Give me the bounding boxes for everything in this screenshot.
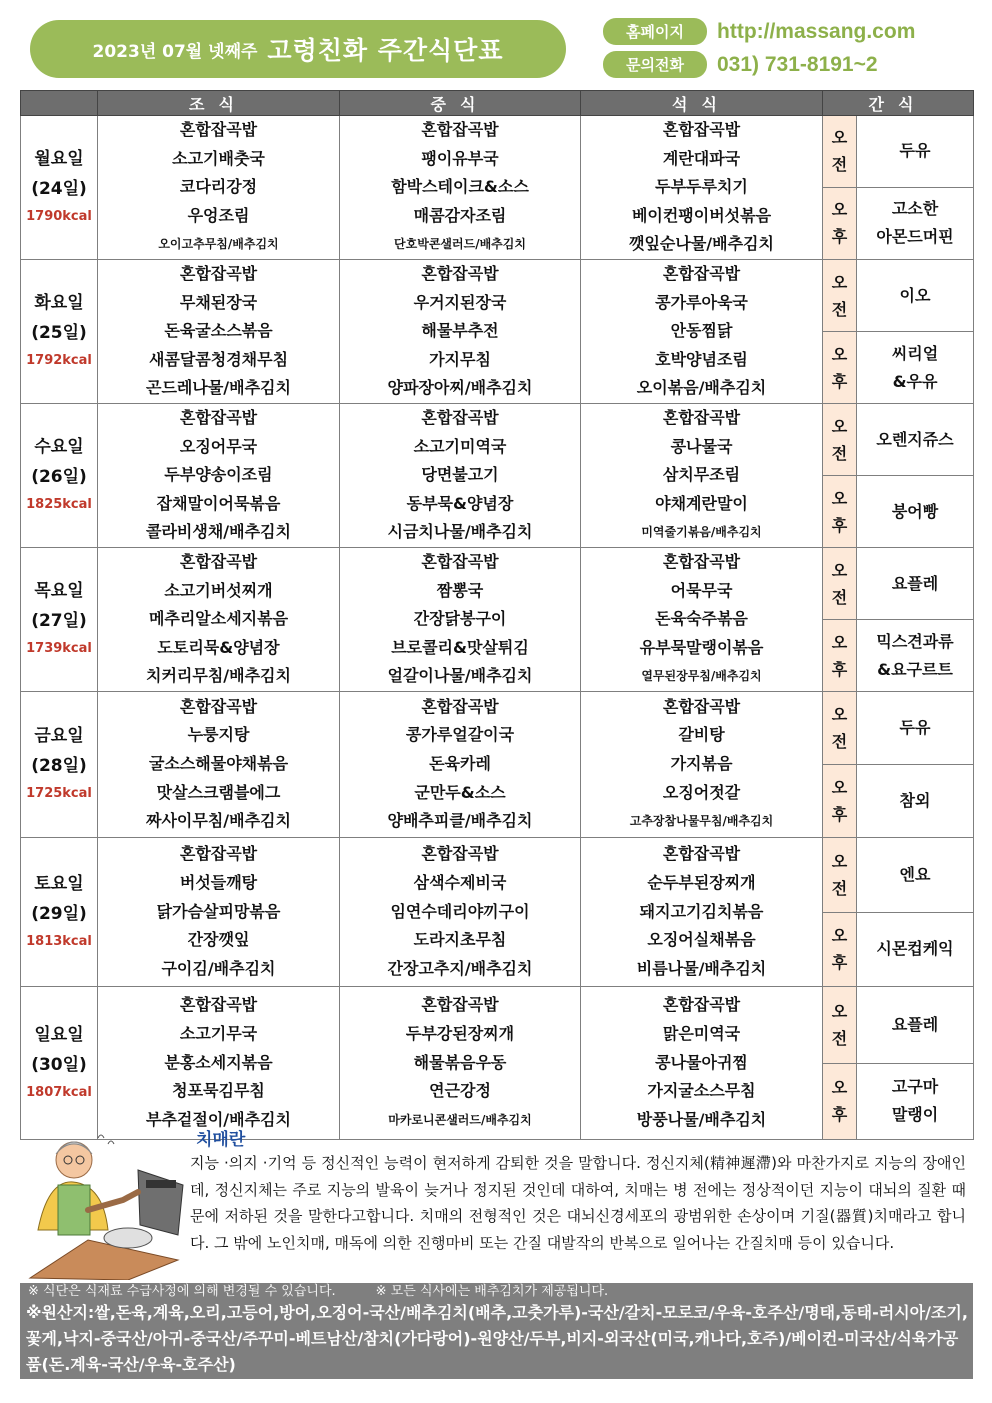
snack-pm xyxy=(857,332,974,403)
slot-am: 오 전 xyxy=(823,837,857,912)
menu-item: 혼합잡곡밥 xyxy=(421,696,499,716)
menu-item: 양배추피클/배추김치 xyxy=(387,811,533,831)
day-row xyxy=(21,116,974,188)
menu-item: 혼합잡곡밥 xyxy=(179,120,258,139)
menu-item: 간장고추지/배추김치 xyxy=(387,958,533,978)
menu-item: 혼합잡곡밥 xyxy=(421,551,499,571)
menu-item: 연근강정 xyxy=(429,1081,491,1101)
menu-item: 돈육굴소스볶음 xyxy=(164,321,273,341)
menu-item: 누룽지탕 xyxy=(187,725,250,745)
day-name: 토요일 xyxy=(34,873,84,894)
slot-pm: 오 후 xyxy=(823,620,857,691)
day-date: (25일) xyxy=(31,323,87,344)
breakfast-cell xyxy=(98,116,340,260)
lunch-cell xyxy=(340,837,581,986)
menu-item: 가지무침 xyxy=(429,349,491,369)
menu-item: 오이고추무침/배추김치 xyxy=(158,237,279,252)
menu-item: 오이볶음/배추김치 xyxy=(636,378,767,398)
menu-item: 도토리묵&양념장 xyxy=(157,637,280,657)
menu-item: 가지볶음 xyxy=(670,754,733,774)
menu-item: 곤드레나물/배추김치 xyxy=(146,378,291,398)
snack-pm-line: 씨리얼 xyxy=(891,343,939,363)
day-name: 일요일 xyxy=(34,1024,84,1045)
day-cell xyxy=(21,259,98,403)
day-cell xyxy=(21,403,98,547)
day-row xyxy=(21,403,974,475)
menu-item: 혼합잡곡밥 xyxy=(662,696,741,716)
menu-item: 돈육카레 xyxy=(429,754,491,774)
slot-pm: 오 후 xyxy=(823,476,857,547)
menu-item: 고추장참나물무침/배추김치 xyxy=(629,814,774,829)
snack-am: 요플레 xyxy=(857,986,974,1063)
day-date: (29일) xyxy=(31,903,87,924)
menu-item: 오징어무국 xyxy=(179,436,258,456)
slot-pm: 오 후 xyxy=(823,1063,857,1139)
menu-item: 구이김/배추김치 xyxy=(161,958,276,978)
snack-pm xyxy=(857,187,974,259)
menu-item: 혼합잡곡밥 xyxy=(179,696,258,716)
menu-item: 우거지된장국 xyxy=(413,292,507,312)
dinner-cell xyxy=(581,116,823,260)
snack-am: 두유 xyxy=(857,691,974,764)
slot-pm: 오 후 xyxy=(823,912,857,986)
menu-item: 콩나물국 xyxy=(670,436,733,456)
menu-item: 마카로니콘샐러드/배추김치 xyxy=(388,1112,532,1127)
day-cell xyxy=(21,986,98,1139)
lunch-cell xyxy=(340,116,581,260)
menu-item: 오징어실채볶음 xyxy=(647,930,756,950)
menu-item: 해물볶음우동 xyxy=(413,1052,507,1072)
menu-item: 맛살스크램블에그 xyxy=(156,782,281,802)
footer-origin-info: ※원산지:쌀,돈육,계육,오리,고등어,방어,오징어-국산/배추김치(배추,고춧가루)-국산/갈치-모로코/우육-호주산/명태,동태-러시아/조기,꽃게,낙지-중국산/아귀-중국산/주꾸미-베트남산/참치(가다랑어)-원양산/두부,비지-외국산(미국,캐나다,호주)/베이컨-미국산/식육가공품(돈.계육-국산/우육-호주산) xyxy=(26,1303,968,1374)
snack-pm-line: 고소한 xyxy=(891,199,939,219)
day-date: (26일) xyxy=(31,467,87,488)
menu-item: 혼합잡곡밥 xyxy=(421,263,499,283)
dinner-cell xyxy=(581,547,823,691)
header-day-column xyxy=(21,91,98,116)
slot-am: 오 전 xyxy=(823,691,857,764)
footer-notice-change: ※ 식단은 식재료 수급사정에 의해 변경될 수 있습니다. xyxy=(28,1284,336,1299)
day-name: 화요일 xyxy=(34,293,84,314)
menu-title: 고령친화 주간식단표 xyxy=(267,36,504,65)
menu-item: 메추리알소세지볶음 xyxy=(148,609,289,629)
menu-item: 삼치무조림 xyxy=(662,465,741,485)
menu-item: 시금치나물/배추김치 xyxy=(387,522,533,542)
slot-am: 오 전 xyxy=(823,116,857,188)
menu-item: 동부묵&양념장 xyxy=(406,493,514,513)
snack-pm-line: 믹스견과류 xyxy=(876,631,954,651)
menu-item: 군만두&소스 xyxy=(414,782,506,802)
snack-pm-line: 아몬드머핀 xyxy=(876,227,954,247)
day-row xyxy=(21,259,974,331)
menu-item: 혼합잡곡밥 xyxy=(662,551,741,571)
lunch-cell xyxy=(340,259,581,403)
menu-item: 얼갈이나물/배추김치 xyxy=(387,666,533,686)
menu-item: 콜라비생채/배추김치 xyxy=(146,522,291,542)
menu-item: 베이컨팽이버섯볶음 xyxy=(631,205,772,225)
breakfast-cell xyxy=(98,837,340,986)
menu-item: 브로콜리&맛살튀김 xyxy=(391,637,529,657)
menu-item: 깻잎순나물/배추김치 xyxy=(629,234,774,254)
weekly-menu-table xyxy=(20,90,974,1140)
menu-item: 양파장아찌/배추김치 xyxy=(387,378,533,398)
snack-pm-line: &요구르트 xyxy=(877,659,953,679)
day-kcal: 1790kcal xyxy=(26,209,92,225)
menu-item: 혼합잡곡밥 xyxy=(421,120,499,139)
menu-item: 호박양념조림 xyxy=(655,349,748,369)
notes-body: 지능 ·의지 ·기억 등 정신적인 능력이 현저하게 감퇴한 것을 말합니다. 정신지체(精神遲滯)와 마찬가지로 지능의 장애인데, 정신지체는 주로 지능의 발육이 늦거나 정지된 것인데 대하여, 치매는 병 전에는 정상적이던 지능이 대뇌의 질환 때문에 저하된 것을 말한다고합니다. 치매의 전형적인 것은 대뇌신경세포의 광범위한 손상이며 기질(器質)치매라고 합니다. 그 밖에 노인치매, 매독에 의한 진행마비 또는 간질 대발작의 반복으로 일어나는 간질치매 등이 있습니다. xyxy=(190,1154,966,1252)
footer-notice-kimchi: ※ 모든 식사에는 배추김치가 제공됩니다. xyxy=(375,1284,609,1299)
homepage-row xyxy=(603,18,915,45)
header-breakfast: 조식 xyxy=(98,91,340,116)
menu-item: 함박스테이크&소스 xyxy=(391,177,529,197)
snack-am: 요플레 xyxy=(857,547,974,619)
slot-am: 오 전 xyxy=(823,403,857,475)
phone-label: 문의전화 xyxy=(603,51,707,78)
menu-item: 임연수데리야끼구이 xyxy=(390,901,530,921)
menu-item: 혼합잡곡밥 xyxy=(421,407,499,427)
slot-am: 오 전 xyxy=(823,547,857,619)
snack-pm-line: 붕어빵 xyxy=(891,501,939,521)
menu-item: 혼합잡곡밥 xyxy=(179,407,258,427)
menu-item: 무채된장국 xyxy=(179,292,258,312)
dinner-cell xyxy=(581,837,823,986)
day-kcal: 1725kcal xyxy=(26,786,92,802)
lunch-cell xyxy=(340,691,581,837)
menu-item: 열무된장무침/배추김치 xyxy=(641,669,762,684)
menu-item: 코다리강정 xyxy=(179,177,258,197)
menu-item: 혼합잡곡밥 xyxy=(421,995,499,1015)
snack-am: 두유 xyxy=(857,116,974,188)
menu-item: 치커리무침/배추김치 xyxy=(146,666,291,686)
notes-title: 치매란 xyxy=(196,1130,246,1150)
snack-pm xyxy=(857,620,974,691)
menu-item: 혼합잡곡밥 xyxy=(662,120,741,139)
homepage-link[interactable]: http://massang.com xyxy=(717,19,916,43)
menu-item: 분홍소세지볶음 xyxy=(164,1052,273,1072)
menu-item: 안동찜닭 xyxy=(670,321,733,341)
snack-pm-line: 참외 xyxy=(899,790,931,810)
phone-number: 031) 731-8191~2 xyxy=(717,52,878,76)
header-lunch: 중식 xyxy=(340,91,581,116)
day-kcal: 1825kcal xyxy=(26,497,92,513)
menu-item: 두부양송이조림 xyxy=(164,465,273,485)
menu-item: 돈육숙주볶음 xyxy=(655,609,748,629)
snack-pm-line: 고구마 xyxy=(891,1077,939,1097)
snack-pm xyxy=(857,1063,974,1139)
slot-am: 오 전 xyxy=(823,986,857,1063)
day-name: 월요일 xyxy=(34,149,84,170)
menu-item: 부추겉절이/배추김치 xyxy=(146,1109,291,1129)
menu-item: 닭가슴살피망볶음 xyxy=(156,901,281,921)
day-row xyxy=(21,837,974,912)
header-dinner: 석식 xyxy=(581,91,823,116)
slot-pm: 오 후 xyxy=(823,332,857,403)
slot-pm: 오 후 xyxy=(823,764,857,837)
menu-item: 혼합잡곡밥 xyxy=(179,551,258,571)
day-cell xyxy=(21,547,98,691)
menu-item: 우엉조림 xyxy=(187,205,250,225)
menu-item: 혼합잡곡밥 xyxy=(662,263,741,283)
day-kcal: 1807kcal xyxy=(26,1084,92,1100)
footer-box xyxy=(20,1283,973,1379)
slot-pm: 오 후 xyxy=(823,187,857,259)
menu-item: 간장닭봉구이 xyxy=(413,609,507,629)
slot-am: 오 전 xyxy=(823,259,857,331)
menu-item: 혼합잡곡밥 xyxy=(662,844,741,864)
day-cell xyxy=(21,116,98,260)
menu-item: 혼합잡곡밥 xyxy=(421,844,499,864)
snack-am: 엔요 xyxy=(857,837,974,912)
menu-period: 2023년 07월 넷째주 xyxy=(92,41,258,62)
footer-notices xyxy=(20,1283,973,1300)
lunch-cell xyxy=(340,986,581,1139)
snack-pm-line: &우유 xyxy=(892,371,938,391)
menu-item: 혼합잡곡밥 xyxy=(179,844,258,864)
table-header-row xyxy=(21,91,974,116)
menu-item: 소고기미역국 xyxy=(413,436,507,456)
breakfast-cell xyxy=(98,547,340,691)
menu-item: 당면불고기 xyxy=(421,465,499,485)
breakfast-cell xyxy=(98,259,340,403)
menu-item: 단호박콘샐러드/배추김치 xyxy=(394,237,526,252)
menu-item: 혼합잡곡밥 xyxy=(179,263,258,283)
menu-item: 돼지고기김치볶음 xyxy=(639,901,764,921)
menu-item: 버섯들깨탕 xyxy=(179,872,258,892)
menu-item: 계란대파국 xyxy=(662,148,741,168)
day-kcal: 1813kcal xyxy=(26,933,92,949)
day-row xyxy=(21,986,974,1063)
snack-am: 이오 xyxy=(857,259,974,331)
snack-pm xyxy=(857,912,974,986)
snack-pm-line: 시몬컵케익 xyxy=(876,939,954,959)
dinner-cell xyxy=(581,259,823,403)
menu-title-banner xyxy=(30,20,566,78)
day-date: (30일) xyxy=(31,1054,87,1075)
day-date: (28일) xyxy=(31,756,87,777)
menu-item: 순두부된장찌개 xyxy=(647,872,756,892)
menu-item: 유부묵말랭이볶음 xyxy=(639,637,764,657)
day-row xyxy=(21,691,974,764)
menu-item: 비름나물/배추김치 xyxy=(636,958,767,978)
snack-pm xyxy=(857,764,974,837)
menu-item: 콩가루아욱국 xyxy=(655,292,748,312)
header-snack: 간식 xyxy=(823,91,974,116)
day-row xyxy=(21,547,974,619)
dinner-cell xyxy=(581,986,823,1139)
menu-item: 혼합잡곡밥 xyxy=(662,407,741,427)
dinner-cell xyxy=(581,403,823,547)
menu-item: 가지굴소스무침 xyxy=(647,1081,756,1101)
menu-item: 갈비탕 xyxy=(678,725,725,745)
menu-item: 짜사이무침/배추김치 xyxy=(146,811,291,831)
menu-item: 짬뽕국 xyxy=(436,580,484,600)
menu-item: 간장깻잎 xyxy=(187,930,250,950)
day-date: (27일) xyxy=(31,611,87,632)
menu-item: 혼합잡곡밥 xyxy=(179,995,258,1015)
breakfast-cell xyxy=(98,986,340,1139)
day-cell xyxy=(21,837,98,986)
menu-item: 매콤감자조림 xyxy=(413,205,507,225)
snack-am: 오렌지쥬스 xyxy=(857,403,974,475)
menu-item: 굴소스해물야채볶음 xyxy=(148,754,289,774)
menu-item: 해물부추전 xyxy=(421,321,499,341)
menu-item: 혼합잡곡밥 xyxy=(662,995,741,1015)
menu-item: 잡채말이어묵볶음 xyxy=(156,493,281,513)
menu-item: 콩나물아귀찜 xyxy=(655,1052,748,1072)
elderly-woman-cooking-illustration xyxy=(28,1130,188,1280)
menu-item: 도라지초무침 xyxy=(413,930,507,950)
snack-pm-line: 말랭이 xyxy=(891,1105,939,1125)
day-cell xyxy=(21,691,98,837)
menu-item: 두부강된장찌개 xyxy=(405,1023,515,1043)
menu-item: 미역줄기볶음/배추김치 xyxy=(641,525,762,540)
menu-item: 소고기배춧국 xyxy=(172,148,265,168)
homepage-label: 홈페이지 xyxy=(603,18,707,45)
menu-item: 콩가루얼갈이국 xyxy=(405,725,515,745)
menu-item: 오징어젓갈 xyxy=(662,782,741,802)
phone-row xyxy=(603,51,878,78)
lunch-cell xyxy=(340,547,581,691)
snack-pm xyxy=(857,476,974,547)
menu-item: 방풍나물/배추김치 xyxy=(636,1109,767,1129)
menu-item: 어묵무국 xyxy=(670,580,733,600)
day-kcal: 1739kcal xyxy=(26,641,92,657)
menu-item: 소고기버섯찌개 xyxy=(164,580,273,600)
day-name: 금요일 xyxy=(34,726,84,747)
day-name: 수요일 xyxy=(34,437,84,458)
menu-item: 두부두루치기 xyxy=(655,177,748,197)
menu-item: 소고기무국 xyxy=(179,1023,258,1043)
day-kcal: 1792kcal xyxy=(26,353,92,369)
dinner-cell xyxy=(581,691,823,837)
day-date: (24일) xyxy=(31,179,87,200)
breakfast-cell xyxy=(98,403,340,547)
menu-item: 청포묵김무침 xyxy=(172,1081,265,1101)
menu-item: 팽이유부국 xyxy=(421,148,499,168)
day-name: 목요일 xyxy=(34,581,84,602)
menu-item: 삼색수제비국 xyxy=(413,872,507,892)
lunch-cell xyxy=(340,403,581,547)
menu-item: 새콤달콤청경채무침 xyxy=(148,349,289,369)
menu-item: 야채계란말이 xyxy=(655,493,748,513)
menu-item: 맑은미역국 xyxy=(662,1023,741,1043)
breakfast-cell xyxy=(98,691,340,837)
